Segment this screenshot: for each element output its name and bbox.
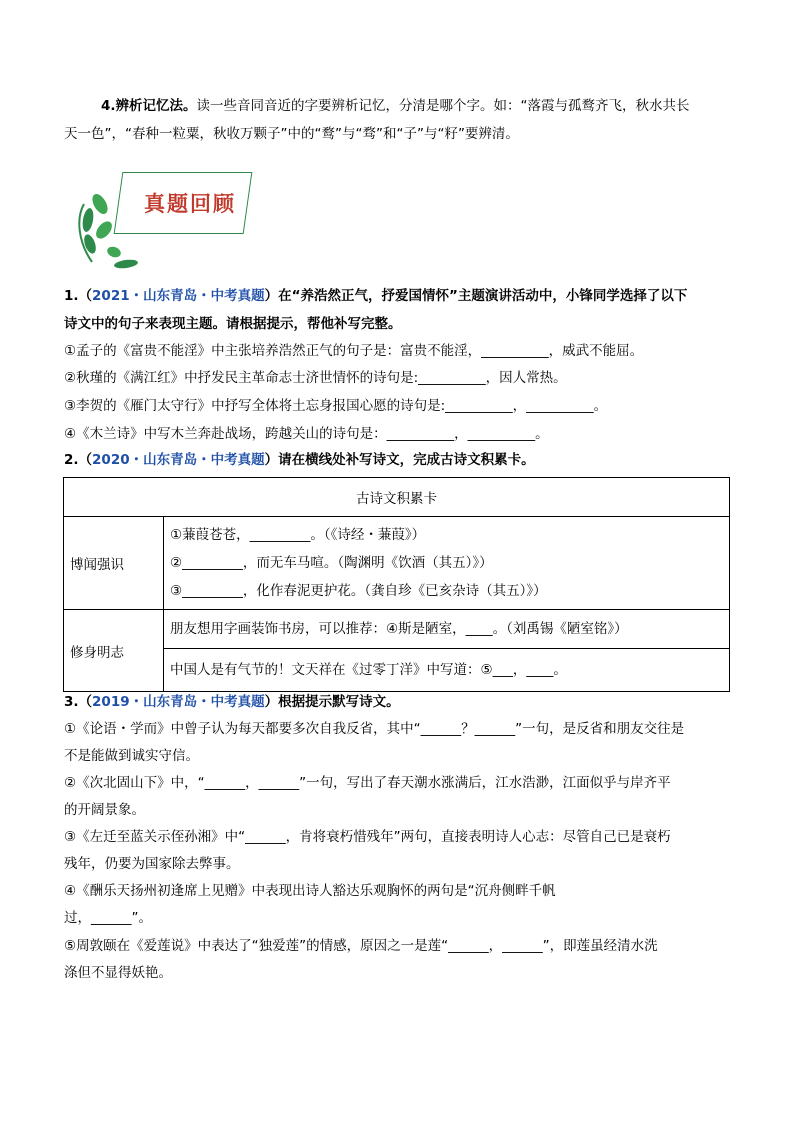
q2-number: 2.（ — [64, 452, 93, 468]
method4-text1: 读一些音同音近的字要辨析记忆，分清是哪个字。如：“落霞与孤鹜齐飞，秋水共长 — [196, 98, 690, 114]
q1-source: 2021・山东青岛・中考真题 — [92, 288, 265, 304]
q1-item-4: ④《木兰诗》中写木兰奔赴战场，跨越关山的诗句是：__________，__________。 — [64, 426, 549, 442]
q3-line-9: ⑤周敦颐在《爱莲说》中表达了“独爱莲”的情感，原因之一是莲“______，______”，即莲虽经清水洗 — [64, 938, 658, 954]
row2-line-2-text: 中国人是有气节的！文天祥在《过零丁洋》中写道：⑤___，____。 — [170, 662, 567, 678]
q3-source: 2019・山东青岛・中考真题 — [92, 694, 265, 710]
q3-stem — [64, 692, 400, 712]
row-label-xiushen: 修身明志 — [64, 610, 164, 692]
q1-item-2: ②秋瑾的《满江红》中抒发民主革命志士济世情怀的诗句是:__________，因人常热。 — [64, 370, 567, 386]
q3-number: 3.（ — [64, 694, 93, 710]
q3-line-8: 过，______”。 — [64, 910, 152, 926]
q1-stem-line2: 诗文中的句子来表现主题。请根据提示，帮他补写完整。 — [64, 316, 402, 332]
row1-line-3: ③_________，化作春泥更护花。（龚自珍《已亥杂诗（其五）》） — [170, 583, 547, 599]
q1-item-3: ③李贺的《雁门太守行》中抒写全体将土忘身报国心愿的诗句是:__________，__________。 — [64, 398, 608, 414]
q1-close: ） — [264, 288, 279, 304]
row1-line-2: ②_________，而无车马喧。（陶渊明《饮酒（其五）》） — [170, 555, 493, 571]
section-title: 真题回顾 — [144, 191, 236, 216]
row2-line-2 — [164, 649, 730, 692]
row2-line-1-text: 朋友想用字画装饰书房，可以推荐：④斯是陋室，____。（刘禹锡《陋室铭》） — [170, 621, 628, 637]
table-caption: 古诗文积累卡 — [64, 478, 730, 517]
q3-line-3: ②《次北固山下》中，“______，______”一句，写出了春天潮水涨满后，江水浩渺，江面似乎与岸齐平 — [64, 775, 671, 791]
method4-line1 — [101, 96, 690, 116]
row2-line-1 — [164, 610, 730, 649]
q2-stem-text: 请在横线处补写诗文，完成古诗文积累卡。 — [278, 452, 535, 468]
q3-line-1: ①《论语・学而》中曾子认为每天都要多次自我反省，其中“______？______”一句，是反省和朋友交往是 — [64, 721, 685, 737]
q2-close: ） — [264, 452, 279, 468]
poetry-card-table — [63, 477, 730, 692]
q1-stem-line1 — [64, 286, 687, 306]
q1-item-1: ①孟子的《富贵不能淫》中主张培养浩然正气的句子是：富贵不能淫，__________，威武不能屈。 — [64, 343, 644, 359]
q3-line-6: 残年，仍要为国家除去弊事。 — [64, 856, 240, 872]
method4-line2: 天一色”，“春种一粒粟，秋收万颗子”中的“鹜”与“骛”和“子”与“籽”要辨清。 — [64, 126, 519, 142]
section-banner — [70, 160, 260, 272]
q3-line-2: 不是能做到诚实守信。 — [64, 748, 199, 764]
q3-line-5: ③《左迁至蓝关示侄孙湘》中“______，肯将衰朽惜残年”两句，直接表明诗人心志：尽管自己已是衰朽 — [64, 829, 671, 845]
q1-stem1: 在“养浩然正气，抒爱国情怀”主题演讲活动中，小锋同学选择了以下 — [278, 288, 688, 304]
q3-line-10: 涤但不显得妖艳。 — [64, 965, 172, 981]
q2-source: 2020・山东青岛・中考真题 — [92, 452, 265, 468]
q2-stem — [64, 450, 535, 470]
row-content-bowen — [164, 517, 730, 610]
row-label-bowen: 博闻强识 — [64, 517, 164, 610]
q3-line-7: ④《酬乐天扬州初逢席上见赠》中表现出诗人豁达乐观胸怀的两句是“沉舟侧畔千帆 — [64, 883, 556, 899]
row1-line-1: ①蒹葭苍苍，_________。（《诗经・蒹葭》） — [170, 527, 426, 543]
q3-stem-text: 根据提示默写诗文。 — [278, 694, 400, 710]
q3-close: ） — [264, 694, 279, 710]
q1-number: 1.（ — [64, 288, 93, 304]
method4-heading: 4.辨析记忆法。 — [101, 98, 197, 114]
q3-line-4: 的开阔景象。 — [64, 802, 145, 818]
